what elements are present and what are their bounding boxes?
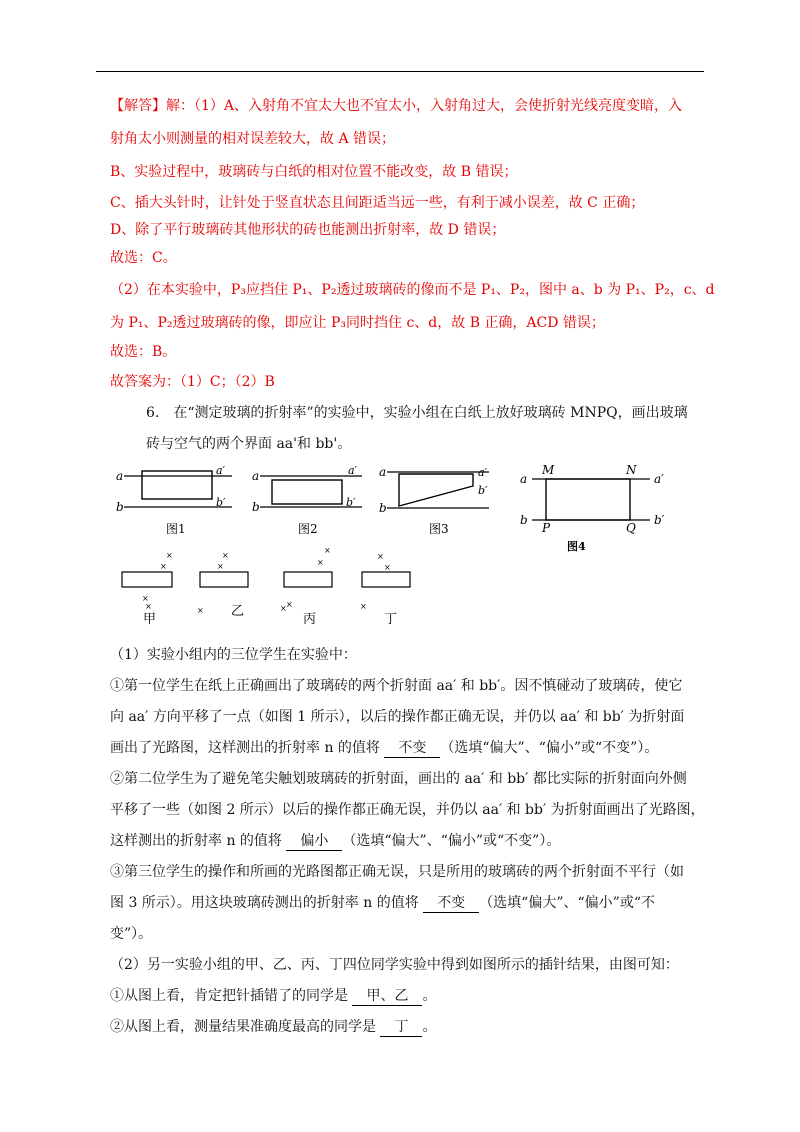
fig4-caption: 图4 xyxy=(567,540,586,553)
s1-line-1: ①第一位学生在纸上正确画出了玻璃砖的两个折射面 aa′ 和 bb′。因不慎碰动了玻璃砖，使它 xyxy=(110,678,683,694)
pin-mark: × xyxy=(384,563,391,572)
fig1-caption: 图1 xyxy=(166,522,186,536)
s2-line-3: 这样测出的折射率 n 的值将 偏小 （选填“偏大”、“偏小”或“不变”）。 xyxy=(110,833,561,849)
fig2-label-a: a xyxy=(252,469,260,483)
s3-line-3: 变”）。 xyxy=(110,926,153,942)
fig2-caption: 图2 xyxy=(298,522,318,536)
fig4-label-N: N xyxy=(626,463,637,477)
fig3-label-a-prime: a′ xyxy=(478,466,488,479)
s2-answer: 偏小 xyxy=(286,832,342,851)
solution-line-4: C、插大头针时，让针处于竖直状态且间距适当远一些，有利于减小误差，故 C 正确； xyxy=(110,195,645,211)
solution-line-10: 故答案为：（1）C；（2）B xyxy=(110,374,275,390)
label-jia: 甲 xyxy=(143,612,157,627)
solution-tag: 【解答】 xyxy=(110,98,166,114)
fig4-label-b-prime: b′ xyxy=(654,513,665,527)
q2a-line: ①从图上看，肯定把针插错了的同学是 甲、乙 。 xyxy=(110,988,437,1004)
fig4-label-Q: Q xyxy=(626,521,636,535)
fig2-label-b: b xyxy=(252,500,260,514)
header-rule xyxy=(96,71,704,72)
label-ding: 丁 xyxy=(384,612,398,627)
fig1-label-a-prime: a′ xyxy=(216,464,226,477)
s1-line-3: 画出了光路图，这样测出的折射率 n 的值将 不变 （选填“偏大”、“偏小”或“不变”）。 xyxy=(110,740,659,756)
q2b-line: ②从图上看，测量结果准确度最高的同学是 丁 。 xyxy=(110,1019,437,1035)
solution-line-8: 为 P₁、P₂透过玻璃砖的像，即应让 P₃同时挡住 c、d，故 B 正确，ACD 错误； xyxy=(110,315,605,331)
q2a-answer: 甲、乙 xyxy=(352,987,422,1006)
fig4-label-a-prime: a′ xyxy=(654,472,664,486)
pin-mark: × xyxy=(145,602,152,611)
fig4-label-P: P xyxy=(542,521,551,535)
pin-mark: × xyxy=(377,552,384,561)
fig1-label-b: b xyxy=(116,500,124,514)
pin-mark: × xyxy=(324,546,331,555)
pin-mark: × xyxy=(142,594,149,603)
pin-mark: × xyxy=(166,551,173,560)
fig4-label-a: a xyxy=(520,472,528,486)
pin-mark: × xyxy=(280,604,287,613)
figure-4 xyxy=(516,460,706,556)
fig2-label-a-prime: a′ xyxy=(348,464,358,477)
pin-mark: × xyxy=(222,551,229,560)
figure-1 xyxy=(114,462,244,542)
s1-answer: 不变 xyxy=(384,739,440,758)
fig4-label-M: M xyxy=(542,463,555,477)
q6-line-1: 6. 在“测定玻璃的折射率”的实验中，实验小组在白纸上放好玻璃砖 MNPQ，画出玻璃 xyxy=(146,405,688,421)
fig1-label-b-prime: b′ xyxy=(216,496,226,509)
pin-figures xyxy=(114,545,414,627)
s2-line-1: ②第二位学生为了避免笔尖触划玻璃砖的折射面，画出的 aa′ 和 bb′ 都比实际的折射面向外侧 xyxy=(110,771,687,787)
pin-mark: × xyxy=(360,602,367,611)
s3-line-1: ③第三位学生的操作和所画的光路图都正确无误，只是所用的玻璃砖的两个折射面不平行（如 xyxy=(110,864,684,880)
solution-line-7: （2）在本实验中，P₃应挡住 P₁、P₂透过玻璃砖的像而不是 P₁、P₂，图中 a、b 为 P₁、P₂，c、d xyxy=(110,282,715,298)
pin-mark: × xyxy=(286,600,293,609)
pin-mark: × xyxy=(160,562,167,571)
figure-2 xyxy=(250,462,370,542)
solution-line-6: 故选：C。 xyxy=(110,250,177,266)
s1-line-2: 向 aa′ 方向平移了一点（如图 1 所示），以后的操作都正确无误，并仍以 aa′ 和 bb′ 为折射面 xyxy=(110,709,685,725)
s3-line-2: 图 3 所示）。用这块玻璃砖测出的折射率 n 的值将 不变 （选填“偏大”、“偏小”或“不 xyxy=(110,895,655,911)
q2b-answer: 丁 xyxy=(380,1018,422,1037)
q6-line-2: 砖与空气的两个界面 aa'和 bb'。 xyxy=(146,436,352,452)
fig2-label-b-prime: b′ xyxy=(346,496,356,509)
figure-3 xyxy=(377,462,502,542)
pin-mark: × xyxy=(317,558,324,567)
pin-mark: × xyxy=(217,562,224,571)
sub2-title: （2）另一实验小组的甲、乙、丙、丁四位同学实验中得到如图所示的插针结果，由图可知： xyxy=(110,957,679,973)
label-yi: 乙 xyxy=(231,604,245,619)
fig3-label-b: b xyxy=(379,501,387,515)
fig1-label-a: a xyxy=(116,469,124,483)
s3-answer: 不变 xyxy=(423,894,479,913)
label-bing: 丙 xyxy=(303,612,317,627)
solution-line-5: D、除了平行玻璃砖其他形状的砖也能测出折射率，故 D 错误； xyxy=(110,222,506,238)
sub1-title: （1）实验小组内的三位学生在实验中： xyxy=(110,647,357,663)
fig3-label-a: a xyxy=(379,465,387,479)
fig4-label-b: b xyxy=(520,513,528,527)
solution-line-9: 故选：B。 xyxy=(110,344,177,360)
pin-mark: × xyxy=(197,606,204,615)
solution-line-1: 【解答】解：（1）A、入射角不宜太大也不宜太小，入射角过大，会使折射光线亮度变暗，入 xyxy=(110,98,683,114)
fig3-label-b-prime: b′ xyxy=(478,484,488,497)
solution-line-3: B、实验过程中，玻璃砖与白纸的相对位置不能改变，故 B 错误； xyxy=(110,164,518,180)
fig3-caption: 图3 xyxy=(429,522,449,536)
solution-line-2: 射角太小则测量的相对误差较大，故 A 错误； xyxy=(110,131,396,147)
s2-line-2: 平移了一些（如图 2 所示）以后的操作都正确无误，并仍以 aa′ 和 bb′ 为折射面画出了光路图， xyxy=(110,802,705,818)
